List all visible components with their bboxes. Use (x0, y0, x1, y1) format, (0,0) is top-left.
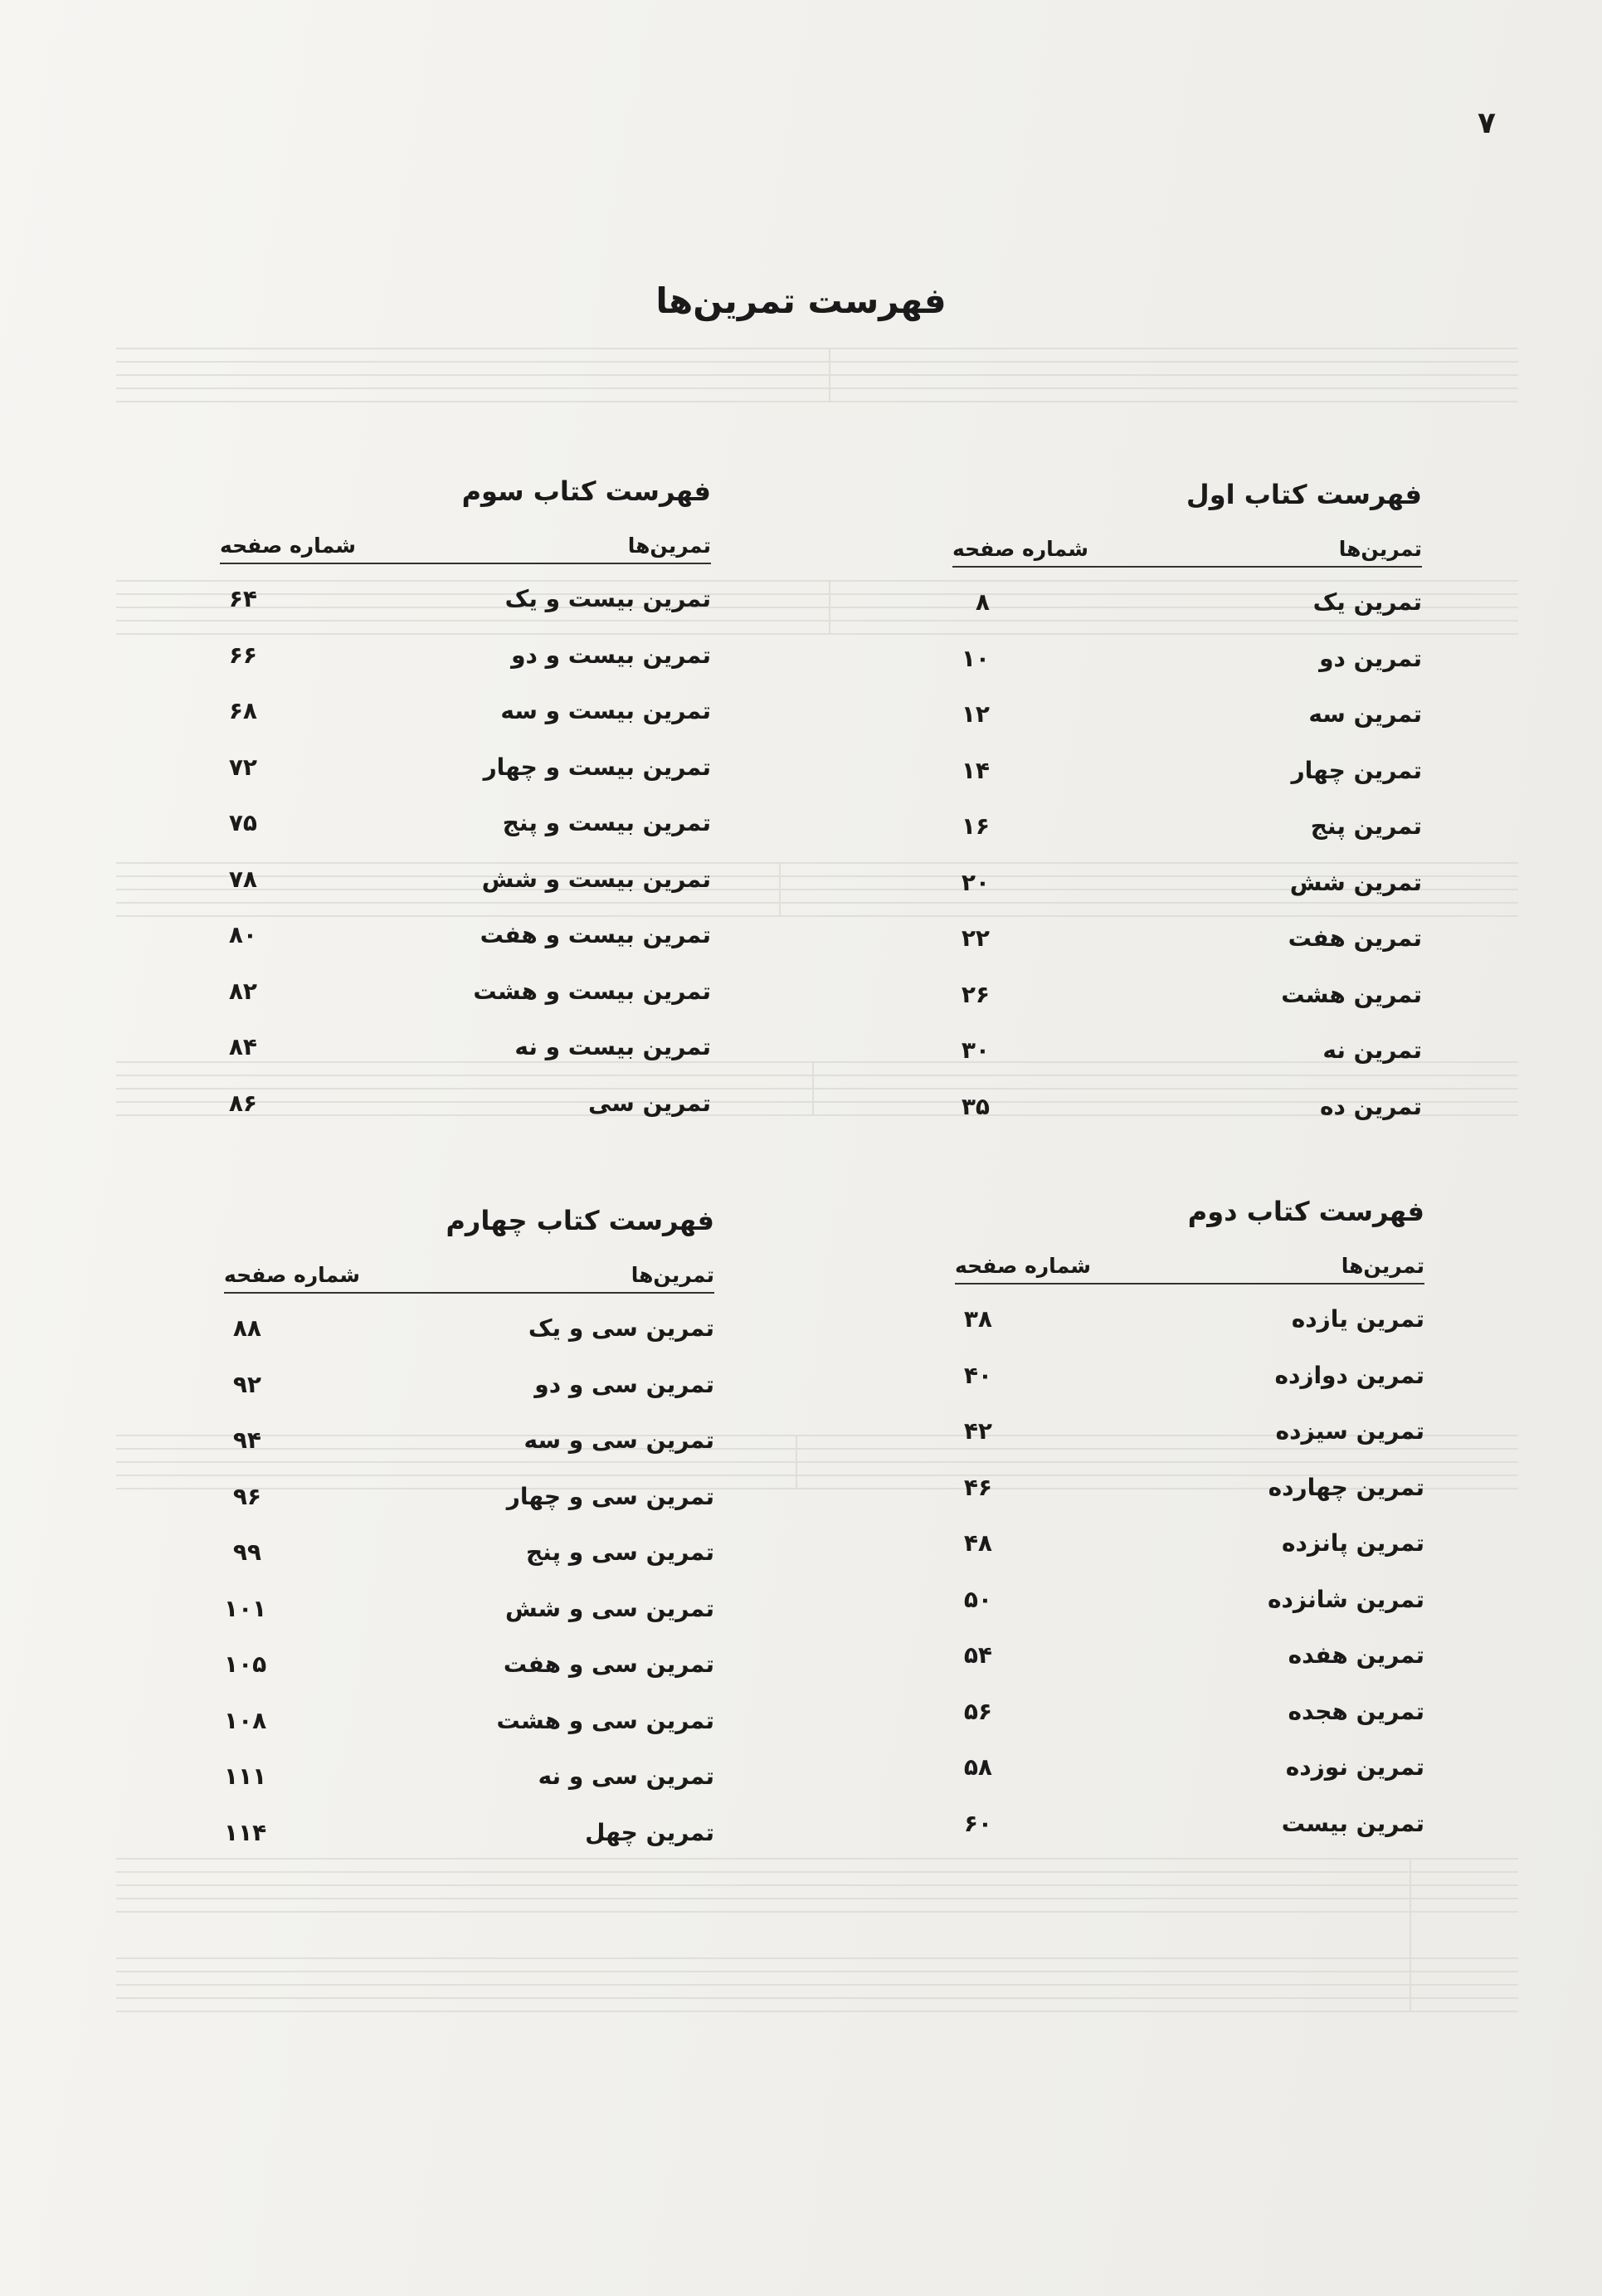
toc-entry (220, 571, 711, 627)
exercise-page: ۸۰ (228, 921, 257, 949)
toc-entry (955, 1796, 1424, 1852)
exercise-name: تمرین پانزده (1281, 1529, 1424, 1557)
exercise-page: ۸ (975, 588, 990, 617)
exercise-name: تمرین سی و هشت (496, 1706, 714, 1734)
exercise-page: ۳۰ (961, 1036, 990, 1065)
toc-book-1-title: فهرست کتاب اول (1186, 479, 1422, 510)
exercise-page: ۳۵ (961, 1092, 990, 1120)
toc-entry (955, 1627, 1424, 1684)
exercise-name: تمرین سی و سه (523, 1426, 714, 1455)
exercise-page: ۸۶ (228, 1089, 257, 1117)
toc-entry (220, 963, 711, 1020)
exercise-page: ۴۶ (963, 1473, 992, 1501)
exercise-name: تمرین سیزده (1275, 1417, 1424, 1445)
toc-entry (220, 795, 711, 851)
exercise-name: تمرین سی (587, 1089, 711, 1117)
toc-book-4-header (224, 1257, 714, 1294)
exercise-page: ۴۸ (963, 1529, 992, 1557)
toc-book-2-header (955, 1248, 1424, 1284)
toc-book-2-list (955, 1291, 1424, 1851)
toc-entry (220, 851, 711, 908)
exercise-name: تمرین بیست و هشت (473, 977, 711, 1005)
exercise-name: تمرین سی و شش (504, 1594, 714, 1622)
toc-book-2-title: فهرست کتاب دوم (1187, 1196, 1424, 1227)
toc-entry (952, 631, 1422, 687)
exercise-page: ۹۲ (232, 1370, 261, 1398)
toc-entry (224, 1412, 714, 1469)
exercise-name: تمرین سی و نه (538, 1762, 714, 1791)
exercise-name: تمرین سی و یک (528, 1314, 714, 1343)
toc-book-3-title: فهرست کتاب سوم (461, 475, 711, 507)
toc-entry (952, 855, 1422, 911)
exercise-name: تمرین بیست و چهار (483, 753, 711, 781)
exercise-name: تمرین سه (1308, 700, 1422, 729)
exercise-page: ۷۸ (228, 865, 257, 893)
toc-entry (955, 1460, 1424, 1516)
column-header-page: شماره صفحه (955, 1254, 1091, 1278)
toc-entry (224, 1357, 714, 1413)
exercise-name: تمرین سی و پنج (525, 1538, 714, 1567)
toc-entry (955, 1739, 1424, 1796)
exercise-name: تمرین بیست و سه (500, 697, 711, 725)
exercise-name: تمرین سی و هفت (503, 1650, 714, 1679)
exercise-name: تمرین نه (1322, 1036, 1422, 1065)
exercise-page: ۱۱۱ (224, 1762, 267, 1791)
exercise-name: تمرین چهارده (1268, 1473, 1424, 1501)
exercise-page: ۳۸ (963, 1305, 992, 1333)
exercise-name: تمرین بیست و هفت (480, 921, 711, 949)
toc-entry (955, 1348, 1424, 1404)
exercise-name: تمرین هفت (1288, 924, 1422, 953)
exercise-page: ۲۶ (961, 980, 990, 1008)
exercise-name: تمرین بیست (1281, 1809, 1424, 1837)
exercise-page: ۱۰۱ (224, 1594, 267, 1622)
toc-entry (955, 1572, 1424, 1628)
exercise-name: تمرین بیست و شش (481, 865, 711, 893)
toc-entry (955, 1291, 1424, 1348)
exercise-page: ۱۶ (961, 812, 990, 841)
exercise-page: ۶۸ (228, 697, 257, 725)
toc-entry (220, 907, 711, 963)
toc-book-3-list (220, 571, 711, 1131)
toc-book-4 (224, 1196, 714, 1860)
toc-entry (952, 743, 1422, 799)
exercise-name: تمرین ده (1319, 1092, 1422, 1120)
exercise-page: ۹۴ (232, 1426, 261, 1455)
toc-entry (220, 683, 711, 739)
exercise-page: ۶۴ (228, 585, 257, 613)
column-header-exercises: تمرین‌ها (1338, 537, 1422, 561)
exercise-name: تمرین نوزده (1285, 1753, 1424, 1782)
toc-entry (952, 1022, 1422, 1079)
column-header-page: شماره صفحه (224, 1263, 360, 1287)
exercise-page: ۵۰ (963, 1585, 992, 1613)
column-header-page: شماره صفحه (220, 534, 356, 558)
exercise-page: ۸۴ (228, 1033, 257, 1061)
exercise-name: تمرین دوازده (1274, 1361, 1424, 1389)
column-header-exercises: تمرین‌ها (627, 534, 711, 558)
exercise-page: ۶۰ (963, 1809, 992, 1837)
toc-entry (224, 1693, 714, 1749)
toc-entry (952, 798, 1422, 855)
toc-entry (952, 574, 1422, 631)
toc-entry (224, 1524, 714, 1581)
exercise-name: تمرین هفده (1288, 1641, 1424, 1670)
exercise-name: تمرین یک (1312, 588, 1422, 617)
toc-book-1-header (952, 531, 1422, 568)
exercise-page: ۷۲ (228, 753, 257, 781)
exercise-name: تمرین بیست و پنج (502, 809, 711, 837)
column-header-page: شماره صفحه (952, 537, 1088, 561)
toc-book-4-title: فهرست کتاب چهارم (446, 1205, 714, 1236)
exercise-name: تمرین سی و دو (534, 1370, 714, 1398)
exercise-name: تمرین دو (1319, 644, 1422, 672)
toc-entry (220, 1019, 711, 1075)
exercise-name: تمرین بیست و یک (504, 585, 711, 613)
exercise-page: ۸۸ (232, 1314, 261, 1343)
toc-book-1 (952, 470, 1422, 1134)
page-title: فهرست تمرین‌ها (655, 280, 947, 321)
exercise-name: تمرین هجده (1288, 1697, 1424, 1725)
toc-entry (220, 627, 711, 684)
exercise-page: ۵۴ (963, 1641, 992, 1670)
toc-book-2 (955, 1187, 1424, 1851)
toc-entry (952, 686, 1422, 743)
toc-book-3-header (220, 528, 711, 564)
page-number: ۷ (1478, 106, 1496, 140)
exercise-page: ۱۲ (961, 700, 990, 729)
exercise-name: تمرین یازده (1291, 1305, 1424, 1333)
toc-entry (220, 739, 711, 796)
toc-book-1-list (952, 574, 1422, 1134)
exercise-page: ۱۱۴ (224, 1818, 267, 1846)
exercise-page: ۴۰ (963, 1361, 992, 1389)
exercise-name: تمرین سی و چهار (506, 1482, 714, 1510)
toc-entry (952, 967, 1422, 1023)
exercise-page: ۵۸ (963, 1753, 992, 1782)
exercise-name: تمرین پنج (1310, 812, 1422, 841)
exercise-page: ۵۶ (963, 1697, 992, 1725)
toc-entry (955, 1403, 1424, 1460)
exercise-name: تمرین بیست و نه (514, 1033, 711, 1061)
exercise-page: ۱۰۸ (224, 1706, 267, 1734)
exercise-name: تمرین چهار (1291, 756, 1422, 784)
toc-entry (224, 1300, 714, 1357)
exercise-name: تمرین هشت (1281, 980, 1422, 1008)
exercise-name: تمرین شش (1289, 868, 1422, 896)
exercise-page: ۹۶ (232, 1482, 261, 1510)
exercise-page: ۹۹ (232, 1538, 261, 1567)
toc-entry (224, 1748, 714, 1805)
column-header-exercises: تمرین‌ها (631, 1263, 714, 1287)
exercise-name: تمرین چهل (585, 1818, 714, 1846)
exercise-page: ۱۰ (961, 644, 990, 672)
exercise-page: ۲۰ (961, 868, 990, 896)
toc-entry (224, 1805, 714, 1861)
toc-entry (955, 1684, 1424, 1740)
toc-entry (952, 910, 1422, 967)
toc-entry (224, 1636, 714, 1693)
exercise-name: تمرین بیست و دو (511, 641, 711, 669)
exercise-page: ۱۰۵ (224, 1650, 267, 1679)
exercise-page: ۷۵ (228, 809, 257, 837)
toc-entry (220, 1075, 711, 1132)
exercise-page: ۶۶ (228, 641, 257, 669)
toc-book-3 (220, 466, 711, 1131)
toc-entry (224, 1581, 714, 1637)
exercise-page: ۲۲ (961, 924, 990, 953)
exercise-page: ۴۲ (963, 1417, 992, 1445)
toc-book-4-list (224, 1300, 714, 1860)
exercise-name: تمرین شانزده (1267, 1585, 1424, 1613)
toc-entry (952, 1079, 1422, 1135)
toc-entry (224, 1469, 714, 1525)
exercise-page: ۱۴ (961, 756, 990, 784)
toc-entry (955, 1515, 1424, 1572)
column-header-exercises: تمرین‌ها (1341, 1254, 1424, 1278)
exercise-page: ۸۲ (228, 977, 257, 1005)
